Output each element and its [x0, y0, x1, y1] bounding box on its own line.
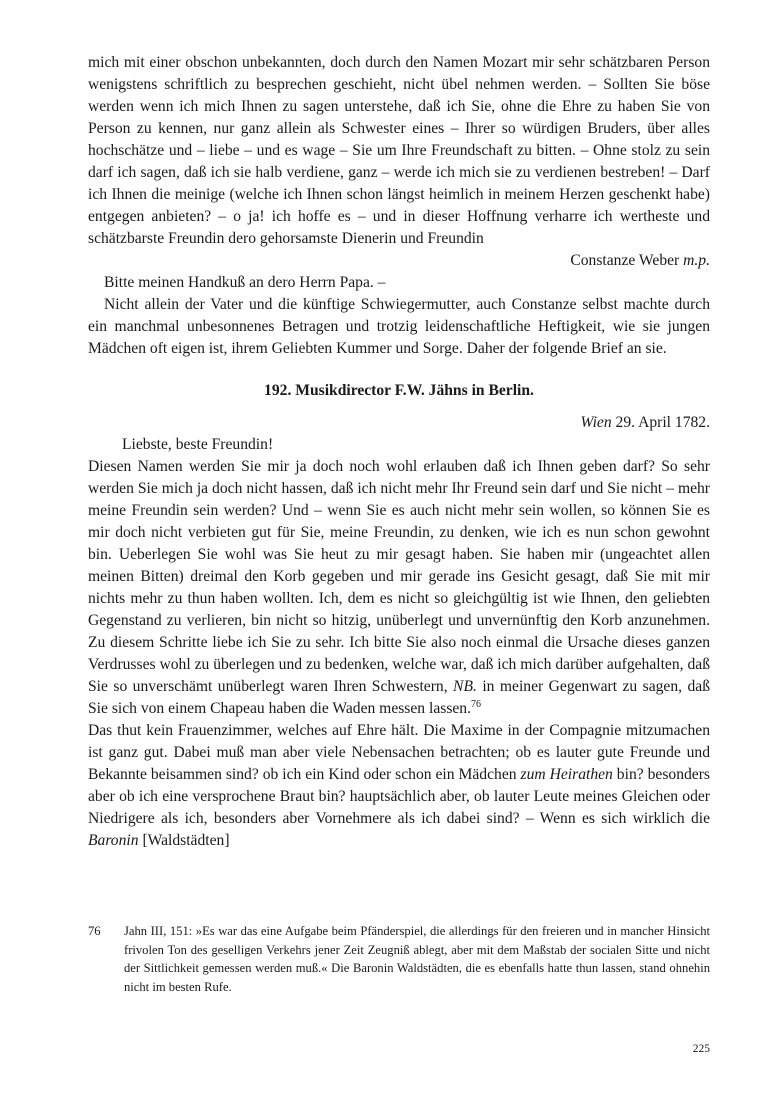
letter-paragraph-1: [88, 456, 710, 720]
para2-c: [Waldstädten]: [138, 832, 230, 849]
letter-paragraph-2: [88, 720, 710, 852]
para2-baronin: Baronin: [88, 832, 139, 849]
signature: [88, 250, 710, 272]
nb-abbrev: NB.: [453, 678, 477, 695]
letter-date: [88, 412, 710, 434]
footnote: [88, 922, 710, 996]
para2-italic: zum Heirathen: [520, 766, 613, 783]
date-rest: 29. April 1782.: [611, 414, 710, 431]
date-place: Wien: [580, 414, 612, 431]
signature-mark: m.p.: [683, 252, 710, 269]
narrative-paragraph: Nicht allein der Vater und die künftige Schwiegermutter, auch Constanze selbst machte durch ein manchmal unbesonnenes Betragen und trotzig leidenschaftliche Heftigkeit, wie sie jungen Mädchen oft eigen ist, ihrem Geliebten Kummer und Sorge. Daher der folgende Brief an sie.: [88, 296, 710, 357]
page-number: 225: [692, 1043, 710, 1055]
para2-b: bin? besonders aber ob ich eine versprochene Braut bin? hauptsächlich aber, ob lauter Leute meines Gleichen oder Niedrigere als ich, besonders aber Vornehmere als ich dabei sind? – Wenn es sich wirklich die: [88, 766, 710, 827]
para1-text: Diesen Namen werden Sie mir ja doch noch wohl erlauben daß ich Ihnen geben darf? So sehr werden Sie mich ja doch nicht hassen, daß ich nicht mehr Ihr Freund sein darf und Sie nicht – mehr meine Freundin sein werden? Und – wenn Sie es auch nicht mehr sein wollen, so können Sie es mir doch nicht verbieten gut für Sie, meine Freundin, zu denken, wie ich es nun schon gewohnt bin. Ueberlegen Sie wohl was Sie heut zu mir gesagt haben. Sie haben mir (ungeachtet allen meinen Bitten) dreimal den Korb gegeben und mir gerade ins Gesicht gesagt, daß Sie mit mir nichts mehr zu thun haben wollten. Ich, dem es nicht so gleichgültig ist wie Ihnen, den geliebten Gegenstand zu verlieren, bin nicht so hitzig, unüberlegt und unvernünftig den Korb anzunehmen. Zu diesem Schritte liebe ich Sie zu sehr. Ich bitte Sie also noch einmal die Ursache dieses ganzen Verdrusses wohl zu überlegen und zu bedenken, welche war, daß ich mich darüber aufgehalten, daß Sie so unverschämt unüberlegt waren Ihren Schwestern,: [88, 458, 710, 695]
footnote-text: Jahn III, 151: »Es war das eine Aufgabe beim Pfänderspiel, die allerdings für den freieren und in mancher Hinsicht frivolen Ton des geselligen Verkehrs jener Zeit Zeugniß ablegt, aber mit dem Maßstab der socialen Sitte und nicht der Sittlichkeit gemessen werden muß.« Die Baronin Waldstädten, die es ebenfalls hatte thun lassen, stand ohnehin nicht im besten Rufe.: [124, 924, 710, 994]
postscript: Bitte meinen Handkuß an dero Herrn Papa. –: [104, 274, 386, 291]
letter-heading: 192. Musikdirector F.W. Jähns in Berlin.: [264, 382, 534, 399]
signature-name: Constanze Weber: [570, 252, 680, 269]
page-body: [88, 52, 710, 852]
footnote-ref[interactable]: 76: [471, 698, 481, 710]
salutation: Liebste, beste Freundin!: [122, 436, 274, 453]
footnote-number: 76: [88, 924, 101, 938]
letter-body: mich mit einer obschon unbekannten, doch durch den Namen Mozart mir sehr schätzbaren Person wenigstens schriftlich zu besprechen geschieht, nicht übel nehmen werden. – Sollten Sie böse werden wenn ich mich Ihnen zu sagen unterstehe, daß ich Sie, ohne die Ehre zu haben Sie von Person zu kennen, nur ganz allein als Schwester eines – Ihrer so würdigen Bruders, über alles hochschätze und – liebe – und es wage – Sie um Ihre Freundschaft zu bitten. – Ohne stolz zu sein darf ich sagen, daß ich sie halb verdiene, ganz – werde ich mich sie zu verdienen bestreben! – Darf ich Ihnen die meinige (welche ich Ihnen schon längst heimlich in meinem Herzen geschenkt habe) entgegen anbieten? – o ja! ich hoffe es – und in dieser Hoffnung verharre ich wertheste und schätzbarste Freundin dero gehorsamste Dienerin und Freundin: [88, 54, 710, 247]
para1-end: in meiner Gegenwart zu sagen, daß Sie sich von einem Chapeau haben die Waden messen lassen.: [88, 678, 711, 717]
para2-a: Das thut kein Frauenzimmer, welches auf Ehre hält. Die Maxime in der Compagnie mitzumachen ist ganz gut. Dabei muß man aber viele Nebensachen betrachten; ob es lauter gute Freunde und Bekannte beisammen sind? ob ich ein Kind oder schon ein Mädchen: [88, 722, 710, 783]
